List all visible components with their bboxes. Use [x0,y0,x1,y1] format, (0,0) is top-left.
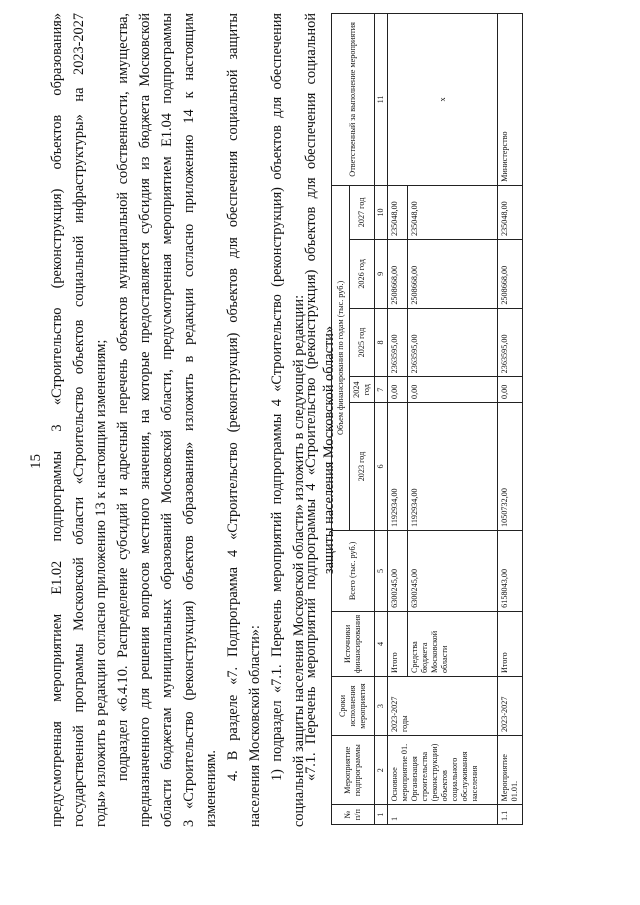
text-line-6: области бюджетам муниципальных образований Московской области, предусмотренная мероприятием Е1.04 подпрограммы [159,13,175,827]
col-number: 7 [375,377,388,403]
row-2023: 1192934,00 [408,402,498,530]
row-num: 1.1 [498,805,523,825]
row-responsible: х [388,14,498,186]
text-line-14: защиты населения Московской области» [321,326,337,574]
row-2024: 0,00 [408,377,498,403]
row-terms: 2023-2027 годы [388,677,498,736]
col-number: 10 [375,185,388,239]
header-year-2024: 2024 год [350,377,375,403]
header-year-2023: 2023 год [350,402,375,530]
row-2024: 0,00 [498,377,523,403]
row-2027: 235048,00 [388,185,408,239]
header-terms: Сроки исполнения мероприятия [332,677,375,736]
row-2026: 2508668,00 [408,240,498,309]
row-terms: 2023-2027 [498,677,523,736]
row-2025: 2363595,00 [498,308,523,377]
text-line-8: изменениям. [203,750,219,827]
text-line-9: 4. В разделе «7. Подпрограмма 4 «Строительство (реконструкция) объектов для обеспечения социальной защиты [225,13,241,781]
col-number: 8 [375,308,388,377]
col-number: 2 [375,736,388,805]
row-source: Итого [498,611,523,676]
col-number: 3 [375,677,388,736]
header-sources: Источники финансирования [332,611,375,676]
header-year-2025: 2025 год [350,308,375,377]
text-line-2: государственной программы Московской области «Строительство объектов социальной инфраструктуры» на 2023-2027 [71,13,87,827]
row-2024: 0,00 [388,377,408,403]
header-volume: Объем финансирования по годам (тыс. руб.) [332,185,350,530]
text-line-4: подраздел «6.4.10. Распределение субсидий и адресный перечень объектов муниципальной собственности, имущества, [115,13,131,781]
col-number: 9 [375,240,388,309]
row-responsible: Министерство [498,14,523,186]
header-event: Мероприятие подпрограммы [332,736,375,805]
row-2027: 235048,00 [498,185,523,239]
text-line-5: предназначенного для решения вопросов местного значения, на которые предоставляется субсидия из бюджета Московской [137,13,153,827]
header-num: № п/п [332,805,375,825]
header-year-2027: 2027 год [350,185,375,239]
text-line-1: предусмотренная мероприятием Е1.02 подпрограммы 3 «Строительство (реконструкция) объектов образования» [49,13,65,827]
col-number: 11 [375,14,388,186]
col-number: 4 [375,611,388,676]
row-2026: 2508668,00 [388,240,408,309]
row-total: 6300245,00 [408,530,498,611]
row-2025: 2363595,00 [408,308,498,377]
col-number: 5 [375,530,388,611]
table-row [498,14,523,825]
row-total: 6158043,00 [498,530,523,611]
events-table [331,13,523,825]
col-number: 6 [375,402,388,530]
table-row [388,14,408,825]
row-2027: 235048,00 [408,185,498,239]
text-line-11: 1) подраздел «7.1. Перечень мероприятий подпрограммы 4 «Строительство (реконструкция) объектов для обеспечения [269,13,285,781]
table-header-row [332,14,350,825]
text-line-13: «7.1. Перечень мероприятий подпрограммы 4 «Строительство (реконструкция) объектов для обеспечения социальной [303,13,319,781]
col-number: 1 [375,805,388,825]
row-2026: 2508668,00 [498,240,523,309]
header-total: Всего (тыс. руб.) [332,530,375,611]
row-event: Основное мероприятие 01. Организация строительства (реконструкции) объектов социального обслуживания населения [388,736,498,805]
text-line-10: населения Московской области»: [247,625,263,827]
header-responsible: Ответственный за выполнение мероприятия [332,14,375,186]
text-line-3: годы» изложить в редакции согласно приложению 13 к настоящим изменениям; [93,339,109,827]
row-2025: 2363595,00 [388,308,408,377]
row-2023: 1050732,00 [498,402,523,530]
row-2023: 1192934,00 [388,402,408,530]
column-numbers-row [375,14,388,825]
page-number: 15 [28,454,44,469]
row-source: Итого [388,611,408,676]
text-line-7: 3 «Строительство (реконструкция) объектов образования» изложить в редакции согласно приложению 14 к настоящим [181,13,197,827]
row-total: 6300245,00 [388,530,408,611]
row-num: 1 [388,805,498,825]
row-source: Средства бюджета Московской области [408,611,498,676]
row-event: Мероприятие 01.01. [498,736,523,805]
header-year-2026: 2026 год [350,240,375,309]
text-line-12: социальной защиты населения Московской области» изложить в следующей редакции: [291,294,307,827]
